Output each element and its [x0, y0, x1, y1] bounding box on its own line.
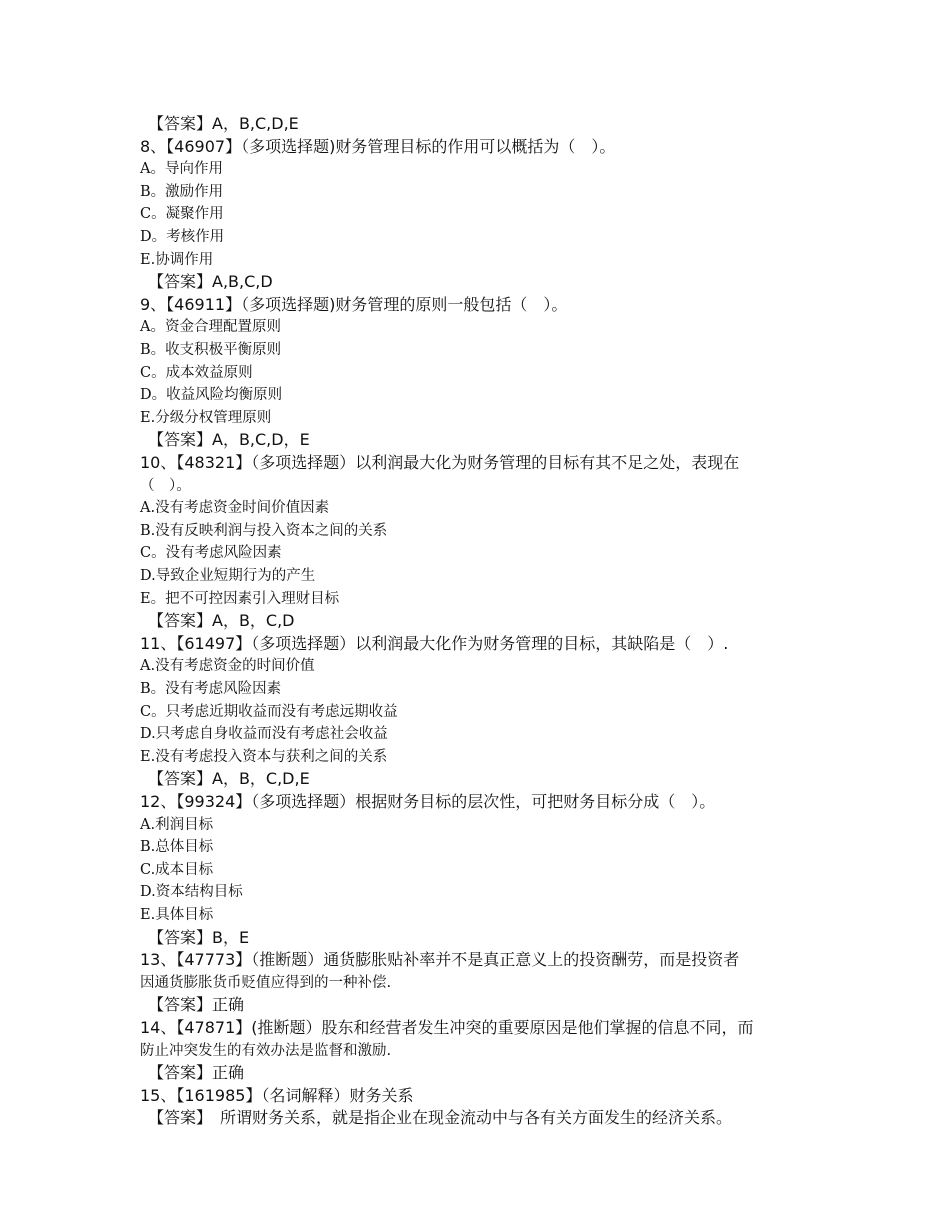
answer-line: 【答案】正确: [148, 1063, 245, 1083]
question-line: 11、【61497】（多项选择题）以利润最大化作为财务管理的目标，其缺陷是（ ）.: [140, 633, 729, 653]
option-line: A。导向作用: [140, 161, 223, 178]
option-line: B。收支积极平衡原则: [140, 342, 282, 358]
option-line: D.资本结构目标: [140, 884, 243, 901]
option-line: D。收益风险均衡原则: [140, 387, 283, 404]
answer-line: 【答案】 所谓财务关系，就是指企业在现金流动中与各有关方面发生的经济关系。: [148, 1108, 733, 1128]
option-line: C。没有考虑风险因素: [140, 545, 282, 562]
question-line: 13、【47773】（推断题）通货膨胀贴补率并不是真正意义上的投资酬劳，而是投资者: [140, 950, 740, 970]
option-line: C。成本效益原则: [140, 364, 253, 381]
answer-line: 【答案】A,B,C,D: [148, 272, 273, 292]
option-line: B。激励作用: [140, 183, 224, 200]
option-line: C。凝聚作用: [140, 206, 224, 223]
question-line: 8、【46907】（多项选择题)财务管理目标的作用可以概括为（ ）。: [140, 136, 616, 156]
option-line: E.没有考虑投入资本与获利之间的关系: [140, 748, 388, 765]
option-line: E。把不可控因素引入理财目标: [140, 590, 340, 607]
question-line: 14、【47871】(推断题）股东和经营者发生冲突的重要原因是他们掌握的信息不同，而: [140, 1018, 754, 1037]
question-line: 15、【161985】（名词解释）财务关系: [140, 1085, 414, 1105]
answer-line: 【答案】A，B,C,D，E: [148, 430, 310, 450]
option-line: （ ）。: [140, 477, 191, 494]
option-line: C。只考虑近期收益而没有考虑远期收益: [140, 703, 398, 720]
option-line: A.没有考虑资金的时间价值: [140, 658, 315, 675]
option-line: B。没有考虑风险因素: [140, 681, 282, 697]
option-line: D.导致企业短期行为的产生: [140, 568, 316, 584]
option-line: 因通货膨胀货币贬值应得到的一种补偿.: [140, 974, 392, 991]
option-line: E.具体目标: [140, 907, 214, 923]
option-line: A。资金合理配置原则: [140, 319, 281, 336]
option-line: A.没有考虑资金时间价值因素: [140, 500, 330, 517]
question-line: 12、【99324】（多项选择题）根据财务目标的层次性，可把财务目标分成（ ）。: [140, 792, 716, 811]
option-line: A.利润目标: [140, 816, 214, 833]
answer-line: 【答案】A，B，C,D: [148, 611, 295, 631]
question-line: 10、【48321】（多项选择题）以利润最大化为财务管理的目标有其不足之处，表现在: [140, 453, 740, 472]
option-line: 防止冲突发生的有效办法是监督和激励.: [140, 1042, 392, 1059]
answer-line: 【答案】A，B，C,D,E: [148, 769, 310, 789]
option-line: E.协调作用: [140, 251, 214, 268]
answer-line: 【答案】A，B,C,D,E: [148, 114, 299, 133]
option-line: D。考核作用: [140, 229, 225, 245]
option-line: B.总体目标: [140, 839, 214, 856]
question-line: 9、【46911】（多项选择题)财务管理的原则一般包括（ ）。: [140, 294, 568, 314]
option-line: D.只考虑自身收益而没有考虑社会收益: [140, 726, 388, 743]
option-line: E.分级分权管理原则: [140, 409, 272, 426]
option-line: C.成本目标: [140, 861, 214, 878]
answer-line: 【答案】正确: [148, 995, 245, 1015]
answer-line: 【答案】B，E: [148, 927, 250, 947]
option-line: B.没有反映利润与投入资本之间的关系: [140, 522, 388, 539]
